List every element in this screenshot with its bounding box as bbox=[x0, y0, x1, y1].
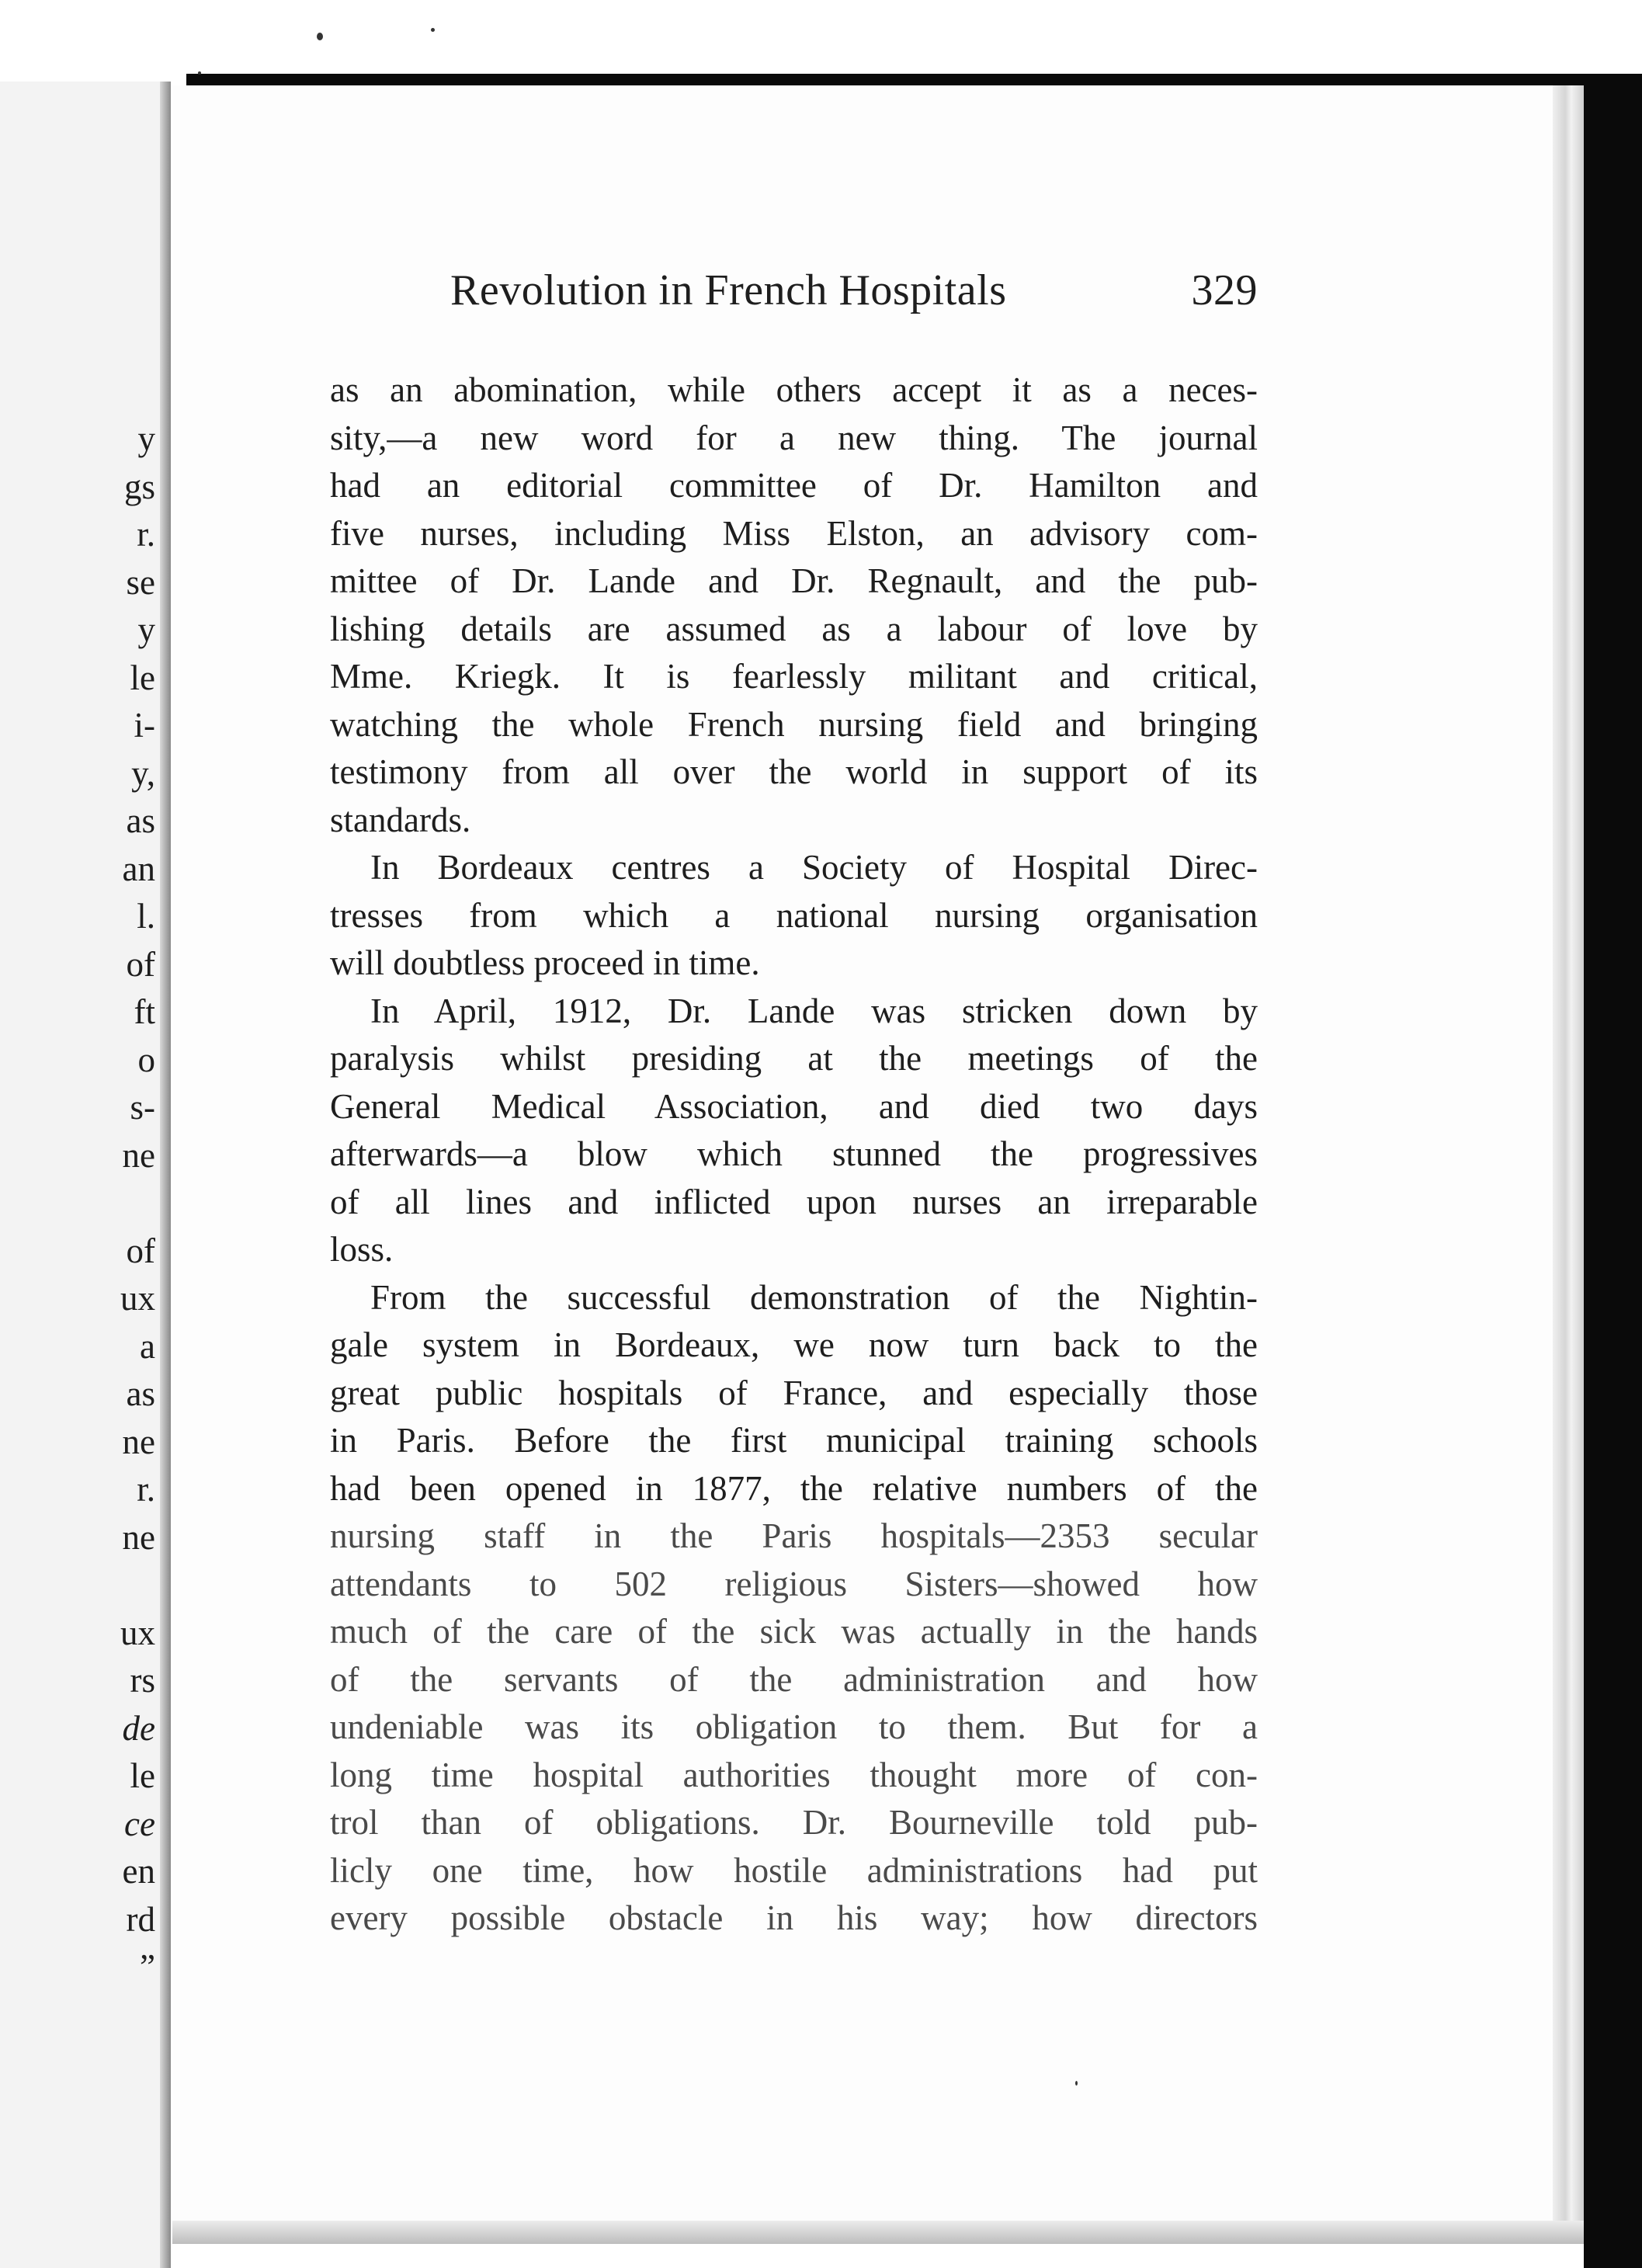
page-bottom-edge bbox=[172, 2221, 1584, 2244]
text-line: testimony from all over the world in support of its bbox=[330, 752, 1258, 791]
text-line: loss. bbox=[330, 1230, 394, 1269]
left-page-fragment: de bbox=[122, 1708, 155, 1748]
left-page-fragment: r. bbox=[137, 1470, 155, 1509]
text-line: great public hospitals of France, and especially those bbox=[330, 1373, 1258, 1412]
left-page-fragment: ux bbox=[120, 1613, 155, 1652]
text-line: From the successful demonstration of the Nightin- bbox=[370, 1277, 1258, 1317]
scanner-background-right bbox=[1584, 74, 1642, 2268]
left-page-fragment: en bbox=[122, 1852, 155, 1891]
text-line: had an editorial committee of Dr. Hamilton and bbox=[330, 466, 1258, 505]
left-page-text-fragments bbox=[0, 415, 155, 1992]
text-line: standards. bbox=[330, 800, 471, 839]
left-page-fragment: ft bbox=[134, 992, 155, 1031]
left-page-fragment: gs bbox=[123, 467, 155, 506]
text-line: trol than of obligations. Dr. Bourneville told pub- bbox=[330, 1803, 1258, 1842]
left-page-fragment: y, bbox=[131, 753, 155, 793]
left-page-fragment: s- bbox=[130, 1088, 155, 1127]
left-page-fragment: y bbox=[137, 610, 155, 649]
left-page-fragment: of bbox=[126, 944, 155, 984]
text-line: nursing staff in the Paris hospitals—2353 secular bbox=[330, 1516, 1258, 1555]
text-line: sity,—a new word for a new thing. The journal bbox=[330, 418, 1258, 457]
text-line: attendants to 502 religious Sisters—showed how bbox=[330, 1564, 1258, 1603]
text-line: afterwards—a blow which stunned the progressives bbox=[330, 1134, 1258, 1173]
text-line: of all lines and inflicted upon nurses an irreparable bbox=[330, 1182, 1258, 1221]
left-page-fragment bbox=[0, 1561, 155, 1610]
left-page-fragment: ne bbox=[122, 1422, 155, 1461]
left-page-fragment: rs bbox=[130, 1661, 155, 1700]
text-line: much of the care of the sick was actually in the hands bbox=[330, 1612, 1258, 1651]
left-page-fragment: y bbox=[137, 419, 155, 458]
text-line: General Medical Association, and died two days bbox=[330, 1086, 1258, 1126]
left-page-fragment: ne bbox=[122, 1517, 155, 1557]
body-text bbox=[330, 366, 1258, 1943]
text-line: undeniable was its obligation to them. But for a bbox=[330, 1707, 1258, 1746]
left-page-fragment: of bbox=[126, 1231, 155, 1270]
text-line: tresses from which a national nursing organisation bbox=[330, 895, 1258, 935]
text-line: every possible obstacle in his way; how directors bbox=[330, 1898, 1258, 1937]
left-page-fragment: l. bbox=[137, 897, 155, 936]
text-line: watching the whole French nursing field and bringing bbox=[330, 704, 1258, 744]
text-line: mittee of Dr. Lande and Dr. Regnault, and the pub- bbox=[330, 561, 1258, 600]
left-page-fragment: ne bbox=[122, 1135, 155, 1175]
left-page-fragment: rd bbox=[126, 1899, 155, 1939]
text-line: In April, 1912, Dr. Lande was stricken down by bbox=[370, 991, 1258, 1030]
text-line: gale system in Bordeaux, we now turn back to the bbox=[330, 1325, 1258, 1364]
text-line: as an abomination, while others accept it as a neces- bbox=[330, 370, 1258, 409]
facing-left-page bbox=[0, 82, 171, 2268]
running-header bbox=[450, 266, 1258, 320]
left-page-fragment: o bbox=[137, 1040, 155, 1079]
text-line: five nurses, including Miss Elston, an advisory com- bbox=[330, 513, 1258, 553]
text-line: paralysis whilst presiding at the meetings of the bbox=[330, 1039, 1258, 1078]
text-line: licly one time, how hostile administrations had put bbox=[330, 1850, 1258, 1890]
text-line: had been opened in 1877, the relative numbers of the bbox=[330, 1468, 1258, 1508]
scan-top-margin bbox=[0, 0, 1642, 85]
page-number: 329 bbox=[1191, 266, 1258, 314]
page-edge-stack bbox=[1553, 85, 1584, 2228]
left-page-fragment bbox=[0, 1179, 155, 1228]
running-title: Revolution in French Hospitals bbox=[450, 266, 1007, 314]
text-line: lishing details are assumed as a labour of love by bbox=[330, 609, 1258, 648]
left-page-fragment: le bbox=[130, 658, 155, 697]
left-page-fragment: as bbox=[126, 1374, 155, 1413]
left-page-fragment: se bbox=[126, 562, 155, 602]
text-line: long time hospital authorities thought more of con- bbox=[330, 1755, 1258, 1794]
text-line: in Paris. Before the first municipal training schools bbox=[330, 1421, 1258, 1460]
left-page-fragment: a bbox=[140, 1326, 155, 1366]
left-page-fragment: ce bbox=[124, 1804, 155, 1843]
text-line: In Bordeaux centres a Society of Hospital Direc- bbox=[370, 848, 1258, 887]
left-page-fragment: an bbox=[122, 849, 155, 888]
text-line: will doubtless proceed in time. bbox=[330, 943, 760, 982]
left-page-fragment: ux bbox=[120, 1279, 155, 1318]
left-page-fragment: as bbox=[126, 801, 155, 840]
text-line: of the servants of the administration and how bbox=[330, 1659, 1258, 1699]
book-gutter bbox=[160, 82, 171, 2268]
left-page-fragment: i- bbox=[134, 706, 155, 745]
left-page-fragment: le bbox=[130, 1756, 155, 1795]
text-line: Mme. Kriegk. It is fearlessly militant and critical, bbox=[330, 657, 1258, 696]
left-page-fragment: ” bbox=[140, 1947, 155, 1986]
left-page-fragment: r. bbox=[137, 515, 155, 554]
